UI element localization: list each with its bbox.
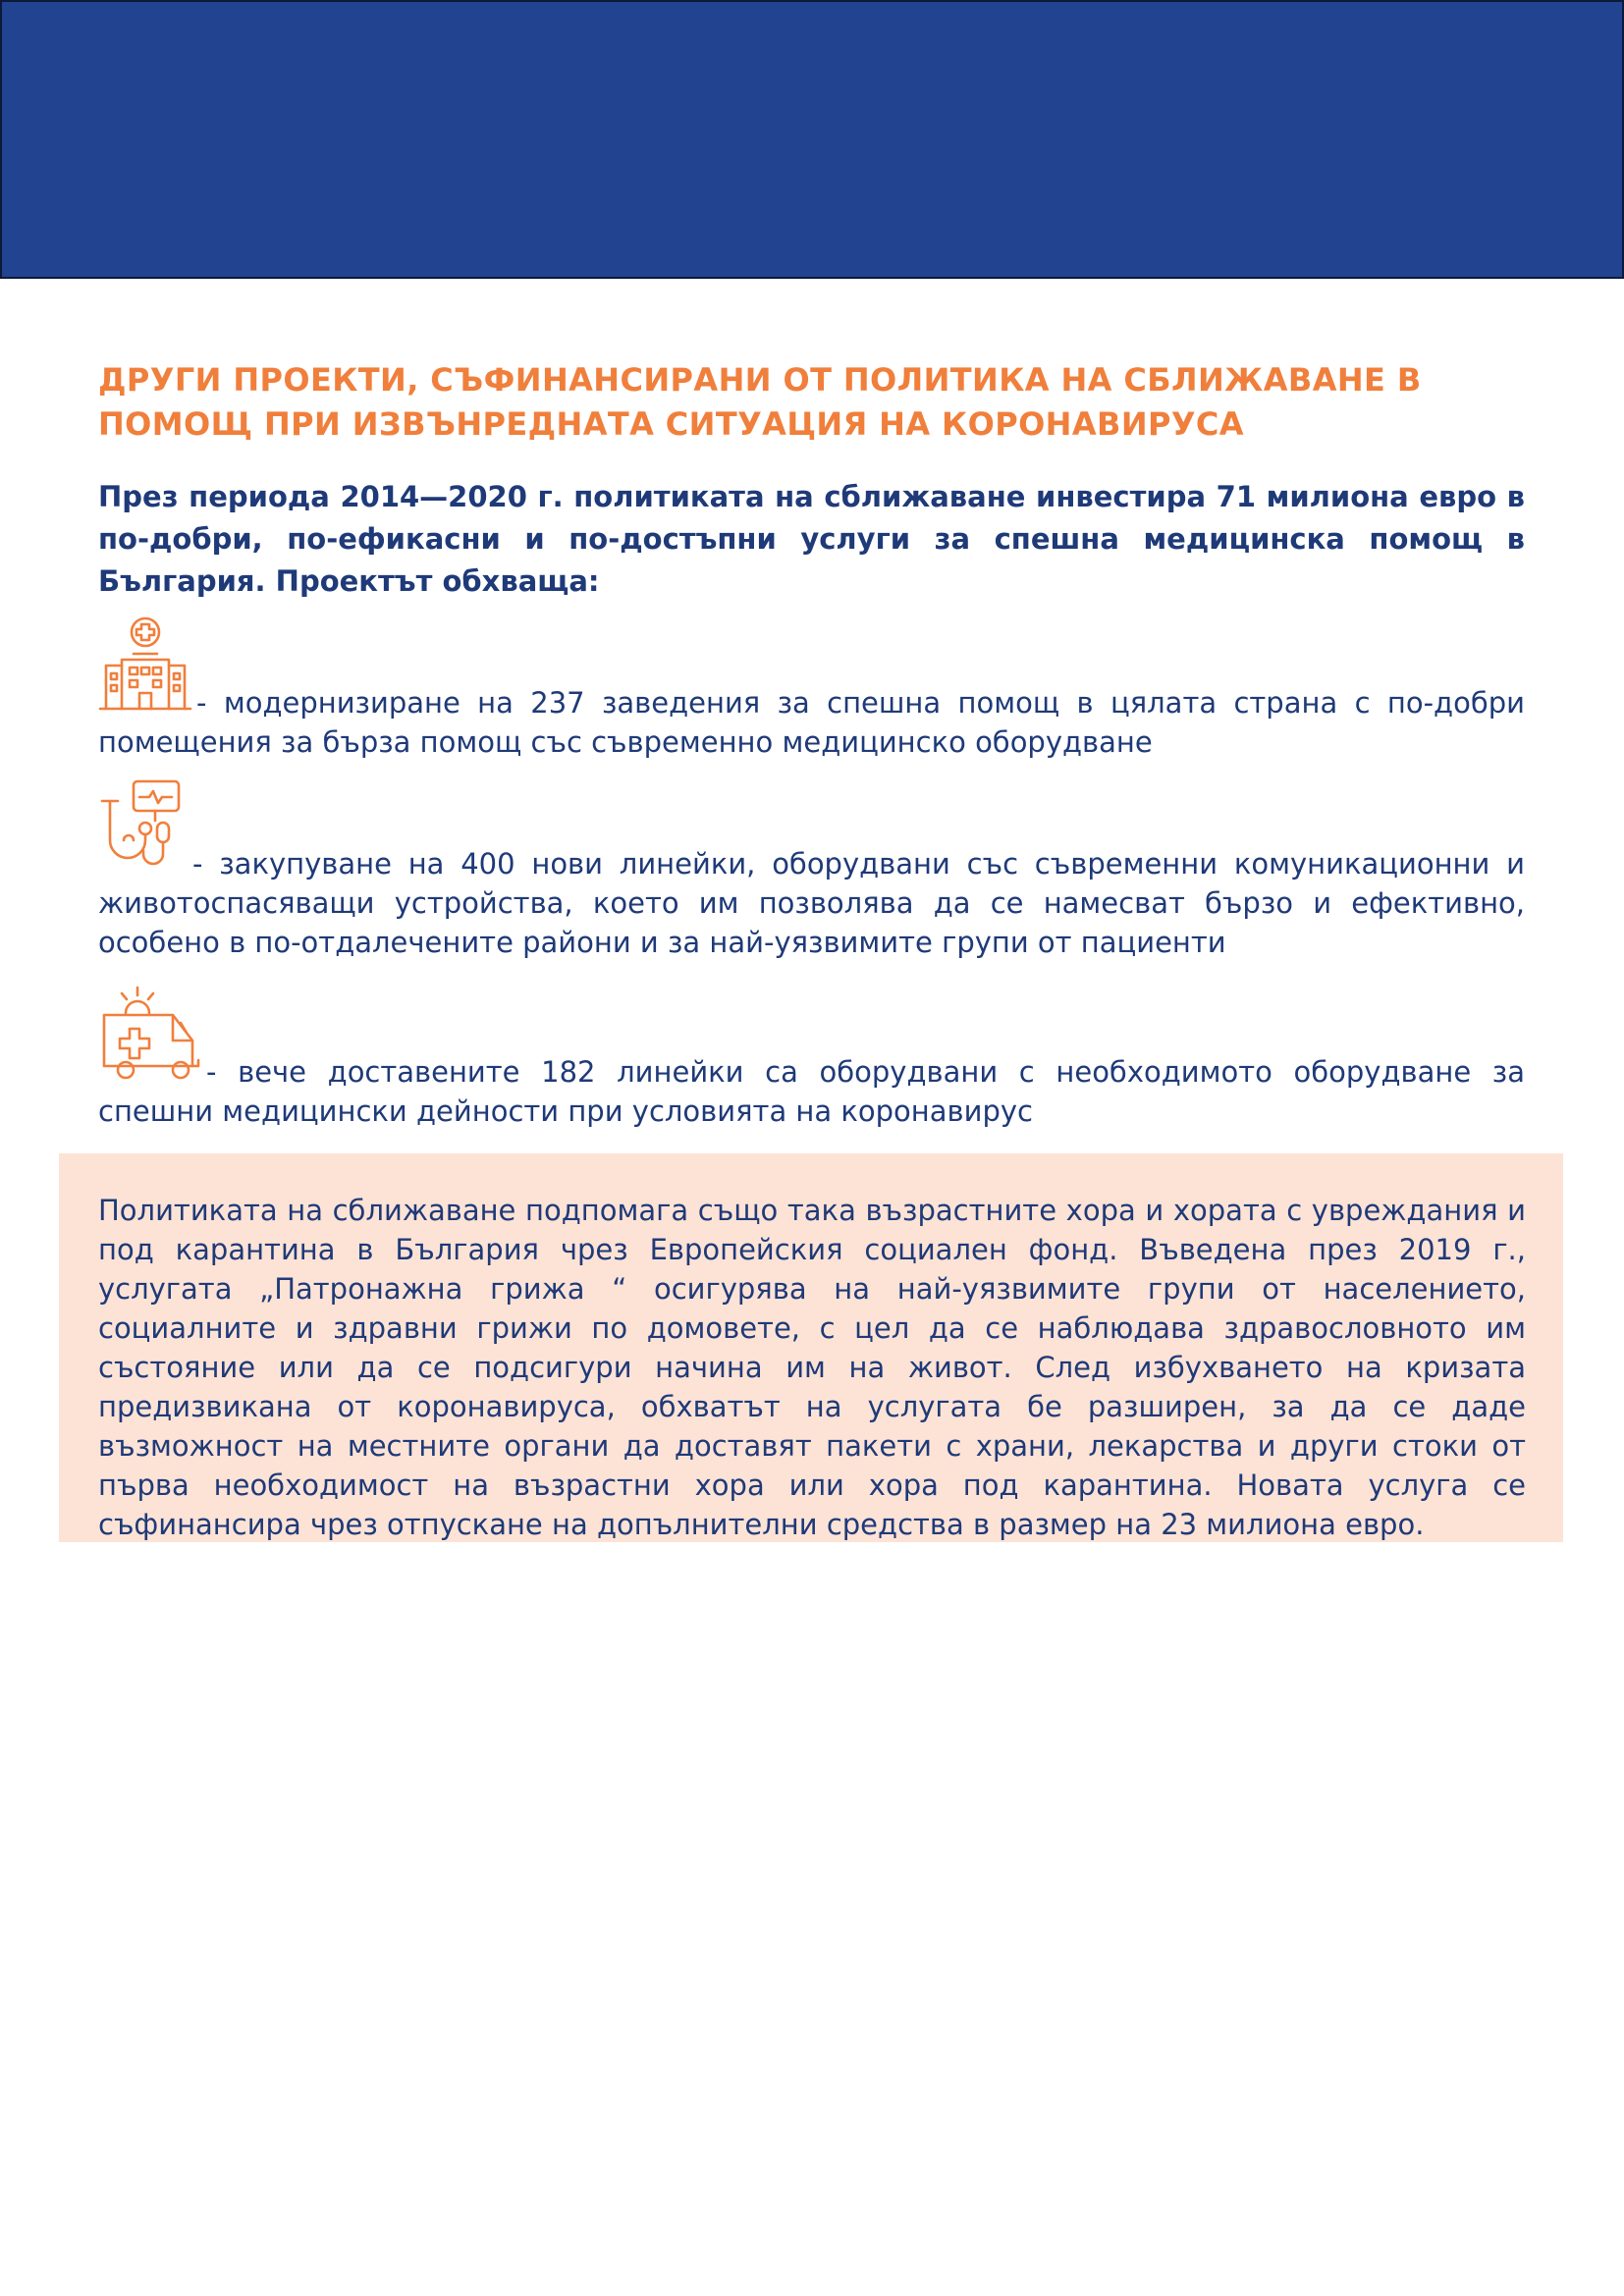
info-panel: [59, 1153, 1563, 1542]
page-title: ДРУГИ ПРОЕКТИ, СЪФИНАНСИРАНИ ОТ ПОЛИТИКА НА СБЛИЖАВАНЕ В ПОМОЩ ПРИ ИЗВЪНРЕДНАТА СИТУАЦИЯ НА КОРОНАВИРУСА: [98, 361, 1422, 443]
bullet-text-emergency-centers: - модернизиране на 237 заведения за спешна помощ в цялата страна с по-добри помещения за бърза помощ със съвременно медицинско оборудване: [98, 686, 1525, 759]
medical-monitor-stethoscope-icon: [98, 779, 189, 883]
info-panel-text: Политиката на сближаване подпомага също така възрастните хора и хората с увреждания и под карантина в България чрез Европейския социален фонд. Въведена през 2019 г., услугата „Патронажна грижа “ осигурява на най-уязвимите групи от населението, социалните и здравни грижи по домовете, с цел да се наблюдава здравословното им състояние или да се подсигури начина им на живот. След избухването на кризата предизвикана от коронавируса, обхватът на услугата бе разширен, за да се даде възможност на местните органи да доставят пакети с храни, лекарства и други стоки от първа необходимост на възрастни хора или хора под карантина. Новата услуга се съфинансира чрез отпускане на допълнителни средства в размер на 23 милиона евро.: [98, 1194, 1526, 1541]
bullet-item-new-ambulances: [98, 779, 1525, 962]
bullet-text-delivered-ambulances: - вече доставените 182 линейки са оборудвани с необходимото оборудване за спешни медицински дейности при условията на коронавирус: [98, 1055, 1525, 1128]
hospital-building-icon: [98, 614, 192, 722]
bullet-text-new-ambulances: - закупуване на 400 нови линейки, оборудвани със съвременни комуникационни и животоспасяващи устройства, което им позволява да се намесват бързо и ефективно, особено в по-отдалечените райони и за най-уязвимите групи от пациенти: [98, 847, 1525, 959]
ambulance-icon: [98, 984, 202, 1092]
bullet-item-delivered-ambulances: [98, 984, 1525, 1131]
main-content: [98, 358, 1525, 1131]
header-band: [0, 0, 1624, 279]
bullet-item-emergency-centers: [98, 614, 1525, 762]
intro-paragraph: През периода 2014—2020 г. политиката на сближаване инвестира 71 милиона евро в по-добри, по-ефикасни и по-достъпни услуги за спешна медицинска помощ в България. Проектът обхваща:: [98, 480, 1525, 598]
